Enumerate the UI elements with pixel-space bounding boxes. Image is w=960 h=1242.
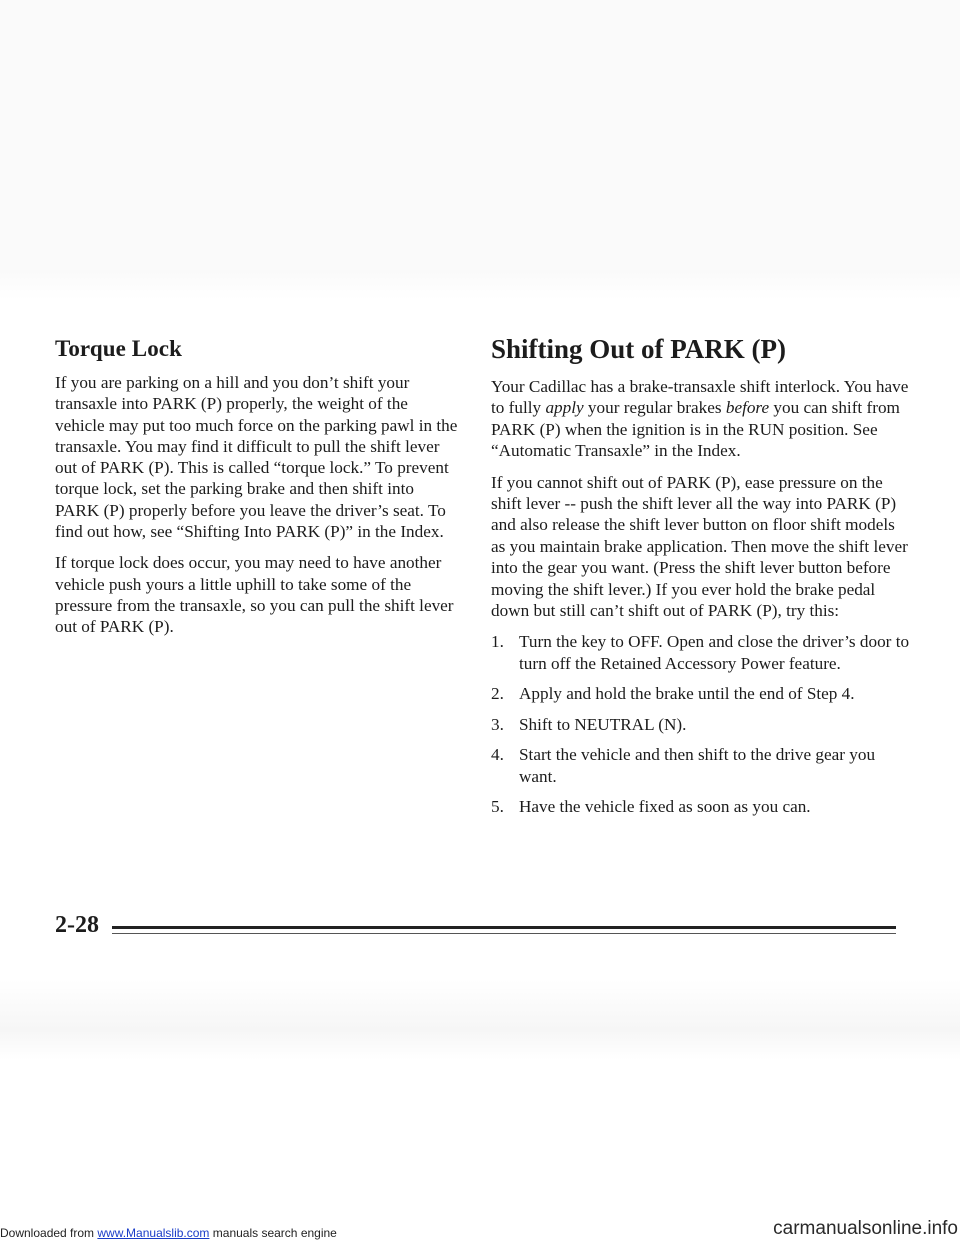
steps-list: [491, 631, 911, 817]
torque-lock-paragraph-2: If torque lock does occur, you may need to have another vehicle push yours a little uphill to take some of the pressure from the transaxle, so you can pull the shift lever out of PARK (P).: [55, 553, 454, 637]
carmanualsonline-watermark: carmanualsonline.info: [773, 1218, 958, 1239]
step-text: Start the vehicle and then shift to the drive gear you want.: [519, 745, 876, 786]
step-number: 4.: [491, 745, 504, 765]
step-text: Turn the key to OFF. Open and close the driver’s door to turn off the Retained Accessory Power feature.: [519, 632, 910, 673]
emphasis-before: before: [725, 398, 770, 418]
list-item: [491, 796, 911, 817]
step-number: 1.: [491, 632, 504, 652]
list-item: [491, 631, 911, 674]
footer-rule-thin: [112, 933, 896, 934]
list-item: [491, 714, 911, 735]
torque-lock-heading: Torque Lock: [55, 336, 183, 361]
interlock-text-a: Your Cadillac has a brake-transaxle shift interlock. You have to fully: [491, 377, 909, 418]
cannot-shift-paragraph: If you cannot shift out of PARK (P), ease pressure on the shift lever -- push the shift lever all the way into PARK (P) and also release the shift lever button on floor shift models as you maintain brake application. Then move the shift lever into the gear you want. (Press the shift lever button before moving the shift lever.) If you ever hold the brake pedal down but still can’t shift out of PARK (P), try this:: [491, 472, 908, 621]
watermark-prefix: Downloaded from: [0, 1226, 98, 1240]
interlock-text-c: you can shift from PARK (P) when the ignition is in the RUN position. See “Automatic Transaxle” in the Index.: [491, 398, 900, 461]
step-number: 5.: [491, 796, 504, 816]
step-number: 2.: [491, 684, 504, 704]
shifting-out-of-park-heading: Shifting Out of PARK (P): [491, 334, 786, 364]
step-text: Apply and hold the brake until the end of Step 4.: [519, 684, 855, 704]
interlock-paragraph: [491, 376, 911, 462]
watermark-suffix: manuals search engine: [209, 1226, 337, 1240]
torque-lock-paragraph-1: If you are parking on a hill and you don’t shift your transaxle into PARK (P) properly, the weight of the vehicle may put too much force on the parking pawl in the transaxle. You may find it difficult to pull the shift lever out of PARK (P). This is called “torque lock.” To prevent torque lock, set the parking brake and then shift into PARK (P) properly before you leave the driver’s seat. To find out how, see “Shifting Into PARK (P)” in the Index.: [55, 373, 458, 542]
interlock-text-b: your regular brakes: [583, 398, 726, 418]
footer-rule: [112, 926, 896, 929]
page-number: 2-28: [55, 912, 99, 938]
step-number: 3.: [491, 714, 504, 734]
emphasis-apply: apply: [545, 398, 584, 418]
manualslib-link[interactable]: www.Manualslib.com: [97, 1226, 210, 1240]
download-watermark: [0, 1226, 337, 1240]
step-text: Shift to NEUTRAL (N).: [519, 714, 687, 734]
torque-lock-section: [55, 336, 460, 648]
list-item: [491, 744, 911, 787]
shifting-out-of-park-section: [491, 334, 911, 826]
step-text: Have the vehicle fixed as soon as you can.: [519, 796, 811, 816]
list-item: [491, 683, 911, 704]
